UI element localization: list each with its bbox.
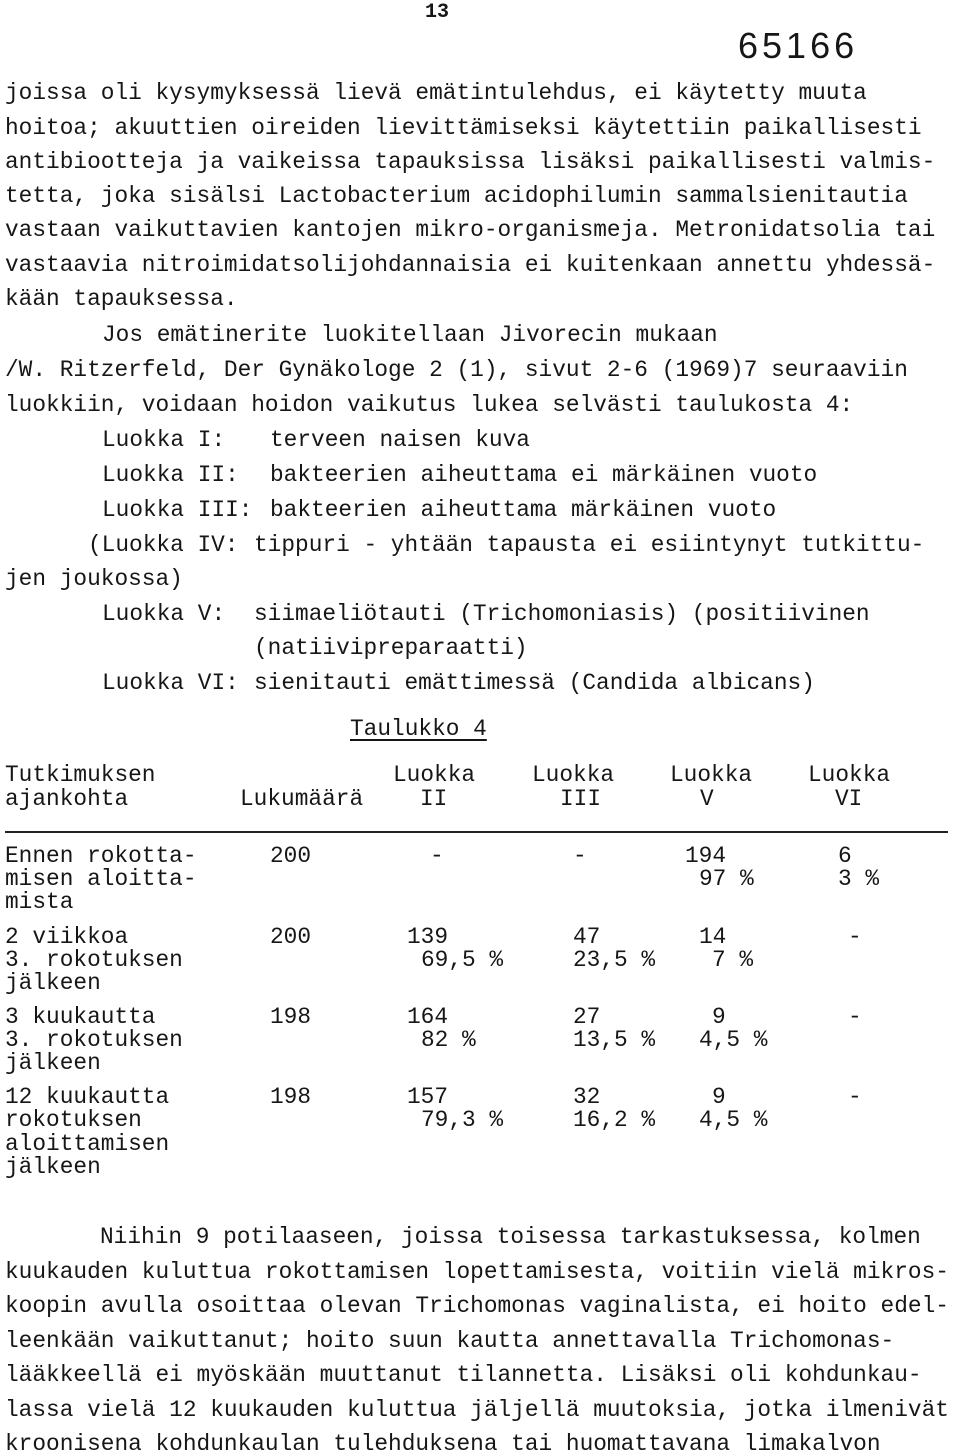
table-title: Taulukko 4 (350, 716, 487, 742)
class-description: siimaeliötauti (Trichomoniasis) (positiivinen (254, 601, 870, 627)
paragraph-line: Jos emätinerite luokitellaan Jivorecin mukaan (102, 322, 718, 348)
table-cell: 9 (712, 1004, 726, 1030)
table-cell-count: 198 (270, 1084, 312, 1110)
class-description: sienitauti emättimessä (Candida albicans) (254, 670, 815, 696)
paragraph-line: kään tapauksessa. (5, 286, 238, 312)
paragraph-line: lääkkeellä ei myöskään muuttanut tilannetta. Lisäksi oli kohdunkau- (5, 1362, 922, 1388)
table-cell: 79,3 % (421, 1107, 504, 1133)
table-cell: 23,5 % (573, 947, 656, 973)
table-header-rule (5, 831, 948, 833)
table-cell: 194 (685, 843, 727, 869)
table-row-label: aloittamisen (5, 1131, 170, 1157)
table-row-label: jälkeen (5, 1154, 101, 1180)
paragraph-line: kroonisena kohdunkaulan tulehduksena tai huomattavana limakalvon (5, 1431, 881, 1455)
paragraph-line: Niihin 9 potilaaseen, joissa toisessa tarkastuksessa, kolmen (100, 1224, 921, 1250)
table-row-label: mista (5, 889, 74, 915)
page-number: 13 (425, 1, 450, 24)
table-cell: 4,5 % (699, 1027, 768, 1053)
paragraph-line: lassa vielä 12 kuukauden kuluttua jäljellä muutoksia, jotka ilmenivät (5, 1397, 949, 1423)
table-cell: 4,5 % (699, 1107, 768, 1133)
class-description-continuation: jen joukossa) (5, 566, 183, 592)
table-cell: 32 (573, 1084, 601, 1110)
paragraph-line: vastaavia nitroimidatsolijohdannaisia ei kuitenkaan annettu yhdessä- (5, 252, 936, 278)
table-header-class: III (560, 786, 602, 812)
table-header-class: Luokka (532, 762, 615, 788)
table-cell: - (848, 1084, 862, 1110)
paragraph-line: leenkään vaikuttanut; hoito suun kautta annettavalla Trichomonas- (5, 1328, 895, 1354)
table-cell: 47 (573, 924, 601, 950)
class-description-continuation: (natiivipreparaatti) (254, 635, 528, 661)
document-number: 65166 (738, 25, 859, 66)
class-label: Luokka VI: (102, 670, 239, 696)
table-header-class: Luokka (808, 762, 891, 788)
table-cell: - (430, 843, 444, 869)
table-header-class: Luokka (393, 762, 476, 788)
table-row-label: 3 kuukautta (5, 1004, 156, 1030)
class-description: terveen naisen kuva (270, 427, 530, 453)
class-label: (Luokka IV: (88, 532, 239, 558)
table-row-label: Ennen rokotta- (5, 843, 197, 869)
table-header-class: II (420, 786, 448, 812)
table-cell: 157 (407, 1084, 449, 1110)
class-description: tippuri - yhtään tapausta ei esiintynyt tutkittu- (254, 532, 925, 558)
paragraph-line: koopin avulla osoittaa olevan Trichomonas vaginalista, ei hoito edel- (5, 1293, 949, 1319)
table-cell: 16,2 % (573, 1107, 656, 1133)
paragraph-line: /W. Ritzerfeld, Der Gynäkologe 2 (1), sivut 2-6 (1969)7 seuraaviin (5, 357, 908, 383)
class-description: bakteerien aiheuttama ei märkäinen vuoto (270, 462, 818, 488)
table-cell-count: 198 (270, 1004, 312, 1030)
table-cell: 164 (407, 1004, 449, 1030)
table-row-label: misen aloitta- (5, 866, 197, 892)
table-cell-count: 200 (270, 924, 312, 950)
table-row-label: 3. rokotuksen (5, 947, 183, 973)
table-row-label: jälkeen (5, 970, 101, 996)
table-header-class: VI (835, 786, 863, 812)
class-label: Luokka I: (102, 427, 226, 453)
paragraph-line: antibiootteja ja vaikeissa tapauksissa lisäksi paikallisesti valmis- (5, 149, 936, 175)
table-cell: - (573, 843, 587, 869)
table-cell: - (848, 1004, 862, 1030)
table-cell: 82 % (421, 1027, 476, 1053)
table-cell-count: 200 (270, 843, 312, 869)
paragraph-line: tetta, joka sisälsi Lactobacterium acidophilumin sammalsienitautia (5, 183, 908, 209)
paragraph-line: joissa oli kysymyksessä lievä emätintulehdus, ei käytetty muuta (5, 80, 867, 106)
table-cell: 7 % (712, 947, 754, 973)
paragraph-line: hoitoa; akuuttien oireiden lievittämiseksi käytettiin paikallisesti (5, 115, 922, 141)
class-label: Luokka II: (102, 462, 239, 488)
table-cell: - (848, 924, 862, 950)
table-cell: 69,5 % (421, 947, 504, 973)
table-row-label: 3. rokotuksen (5, 1027, 183, 1053)
class-description: bakteerien aiheuttama märkäinen vuoto (270, 497, 777, 523)
table-row-label: 2 viikkoa (5, 924, 129, 950)
class-label: Luokka V: (102, 601, 226, 627)
table-row-label: jälkeen (5, 1050, 101, 1076)
class-label: Luokka III: (102, 497, 253, 523)
paragraph-line: luokkiin, voidaan hoidon vaikutus lukea selvästi taulukosta 4: (5, 392, 854, 418)
table-header-class: Luokka (670, 762, 753, 788)
table-header-time: ajankohta (5, 786, 129, 812)
paragraph-line: kuukauden kuluttua rokottamisen lopettamisesta, voitiin vielä mikros- (5, 1259, 949, 1285)
table-row-label: rokotuksen (5, 1107, 142, 1133)
table-cell: 27 (573, 1004, 601, 1030)
table-cell: 97 % (699, 866, 754, 892)
table-row-label: 12 kuukautta (5, 1084, 170, 1110)
table-cell: 14 (699, 924, 727, 950)
table-cell: 3 % (838, 866, 880, 892)
table-header-class: V (700, 786, 714, 812)
table-cell: 6 (838, 843, 852, 869)
table-cell: 13,5 % (573, 1027, 656, 1053)
table-cell: 139 (407, 924, 449, 950)
table-header-time: Tutkimuksen (5, 762, 156, 788)
paragraph-line: vastaan vaikuttavien kantojen mikro-organismeja. Metronidatsolia tai (5, 217, 936, 243)
table-cell: 9 (712, 1084, 726, 1110)
table-header-count: Lukumäärä (240, 786, 364, 812)
